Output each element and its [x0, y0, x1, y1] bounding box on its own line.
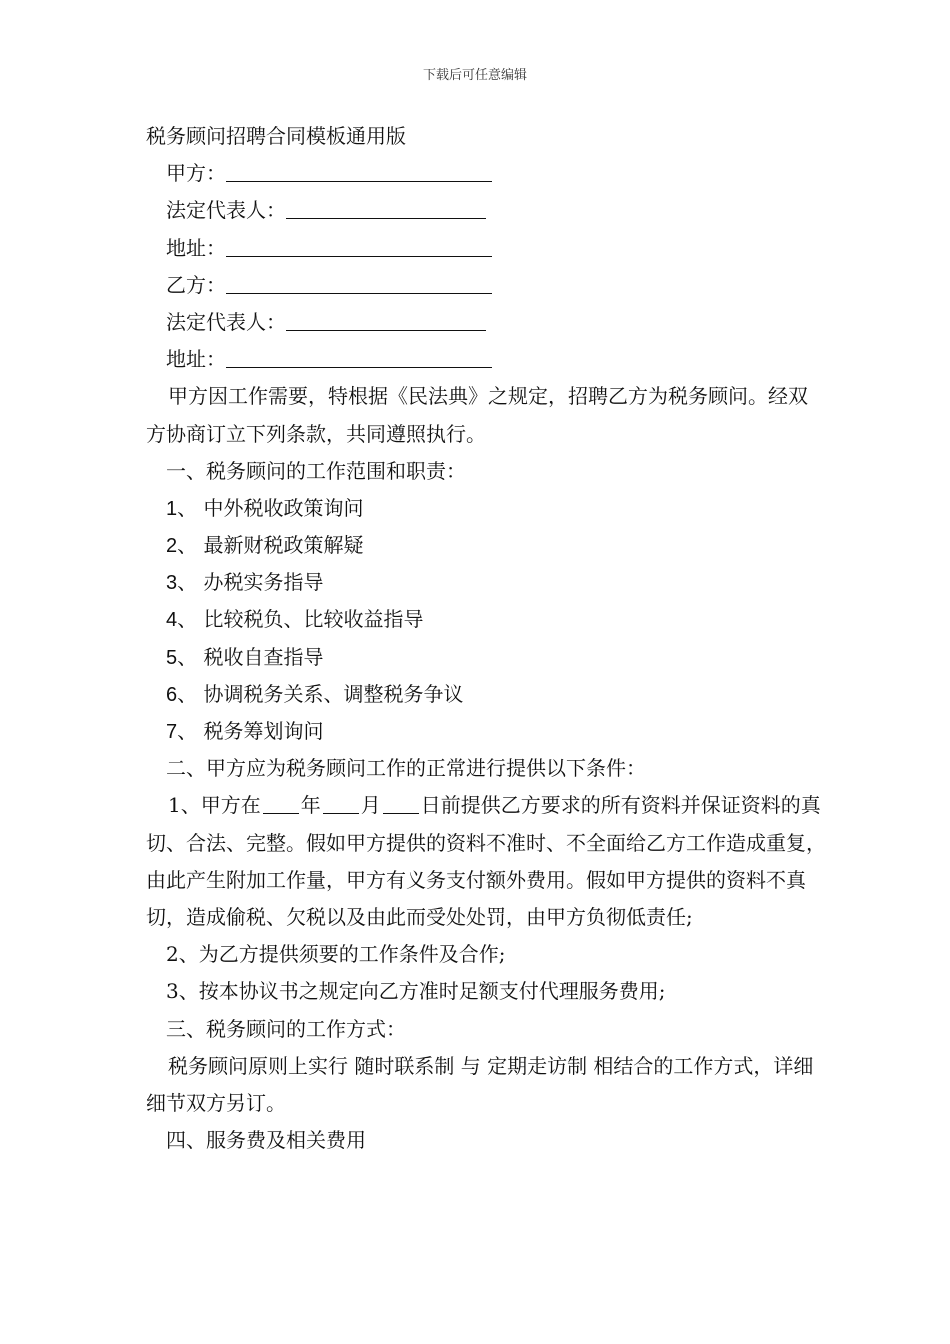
- party-a-label: 甲方：: [166, 161, 226, 186]
- party-b-addr-blank: [226, 345, 492, 368]
- month-blank: [323, 791, 359, 814]
- list-item: 2、 最新财税政策解疑: [166, 533, 364, 558]
- party-a-rep-label: 法定代表人：: [166, 198, 286, 223]
- party-b-addr-label: 地址：: [166, 347, 226, 372]
- party-b-rep-label: 法定代表人：: [166, 309, 286, 334]
- party-a-addr-label: 地址：: [166, 235, 226, 260]
- list-item: 6、 协调税务关系、调整税务争议: [166, 681, 464, 706]
- intro-paragraph: 甲方因工作需要，特根据《民法典》之规定，招聘乙方为税务顾问。经双方协商订立下列条款，共同遵照执行。: [146, 384, 808, 446]
- section3-heading: 三、税务顾问的工作方式：: [166, 1016, 406, 1041]
- page-header: 下载后可任意编辑: [422, 68, 527, 83]
- party-a-rep-line: [146, 192, 826, 229]
- list-item: 1、 中外税收政策询问: [166, 495, 364, 520]
- party-a-blank: [226, 159, 492, 182]
- party-b-rep-line: [146, 304, 826, 341]
- party-a-rep-blank: [286, 196, 486, 219]
- document-body: [146, 118, 826, 1159]
- party-a-line: [146, 155, 826, 192]
- list-item: 5、 税收自查指导: [166, 644, 324, 669]
- section2-item1: 1、甲方在 年 月 日前提供乙方要求的所有资料并保证资料的真切、合法、完整。假如甲方提供的资料不准时、不全面给乙方工作造成重复，由此产生附加工作量，甲方有义务支付额外费用。假如甲方提供的资料不真切，造成偷税、欠税以及由此而受处处罚，由甲方负彻低责任;: [146, 793, 826, 930]
- list-item: 3、 办税实务指导: [166, 570, 324, 595]
- list-item: 4、 比较税负、比较收益指导: [166, 607, 424, 632]
- section3-paragraph: 税务顾问原则上实行 随时联系制 与 定期走访制 相结合的工作方式，详细细节双方另订。: [146, 1053, 814, 1115]
- section2-item2: 2、为乙方提供须要的工作条件及合作;: [166, 942, 506, 967]
- section2-heading: 二、甲方应为税务顾问工作的正常进行提供以下条件：: [166, 756, 646, 781]
- party-b-blank: [226, 271, 492, 294]
- party-a-addr-line: [146, 230, 826, 267]
- section1-heading: 一、税务顾问的工作范围和职责：: [166, 458, 466, 483]
- section4-heading: 四、服务费及相关费用: [166, 1128, 366, 1153]
- party-b-label: 乙方：: [166, 272, 226, 297]
- list-item: 7、 税务筹划询问: [166, 719, 324, 744]
- section2-item3: 3、按本协议书之规定向乙方准时足额支付代理服务费用;: [166, 979, 666, 1004]
- party-b-line: [146, 267, 826, 304]
- section1-list: [146, 490, 826, 750]
- party-b-rep-blank: [286, 308, 486, 331]
- document-title: 税务顾问招聘合同模板通用版: [146, 124, 406, 148]
- party-b-addr-line: [146, 341, 826, 378]
- party-a-addr-blank: [226, 234, 492, 257]
- year-blank: [263, 791, 299, 814]
- day-blank: [383, 791, 419, 814]
